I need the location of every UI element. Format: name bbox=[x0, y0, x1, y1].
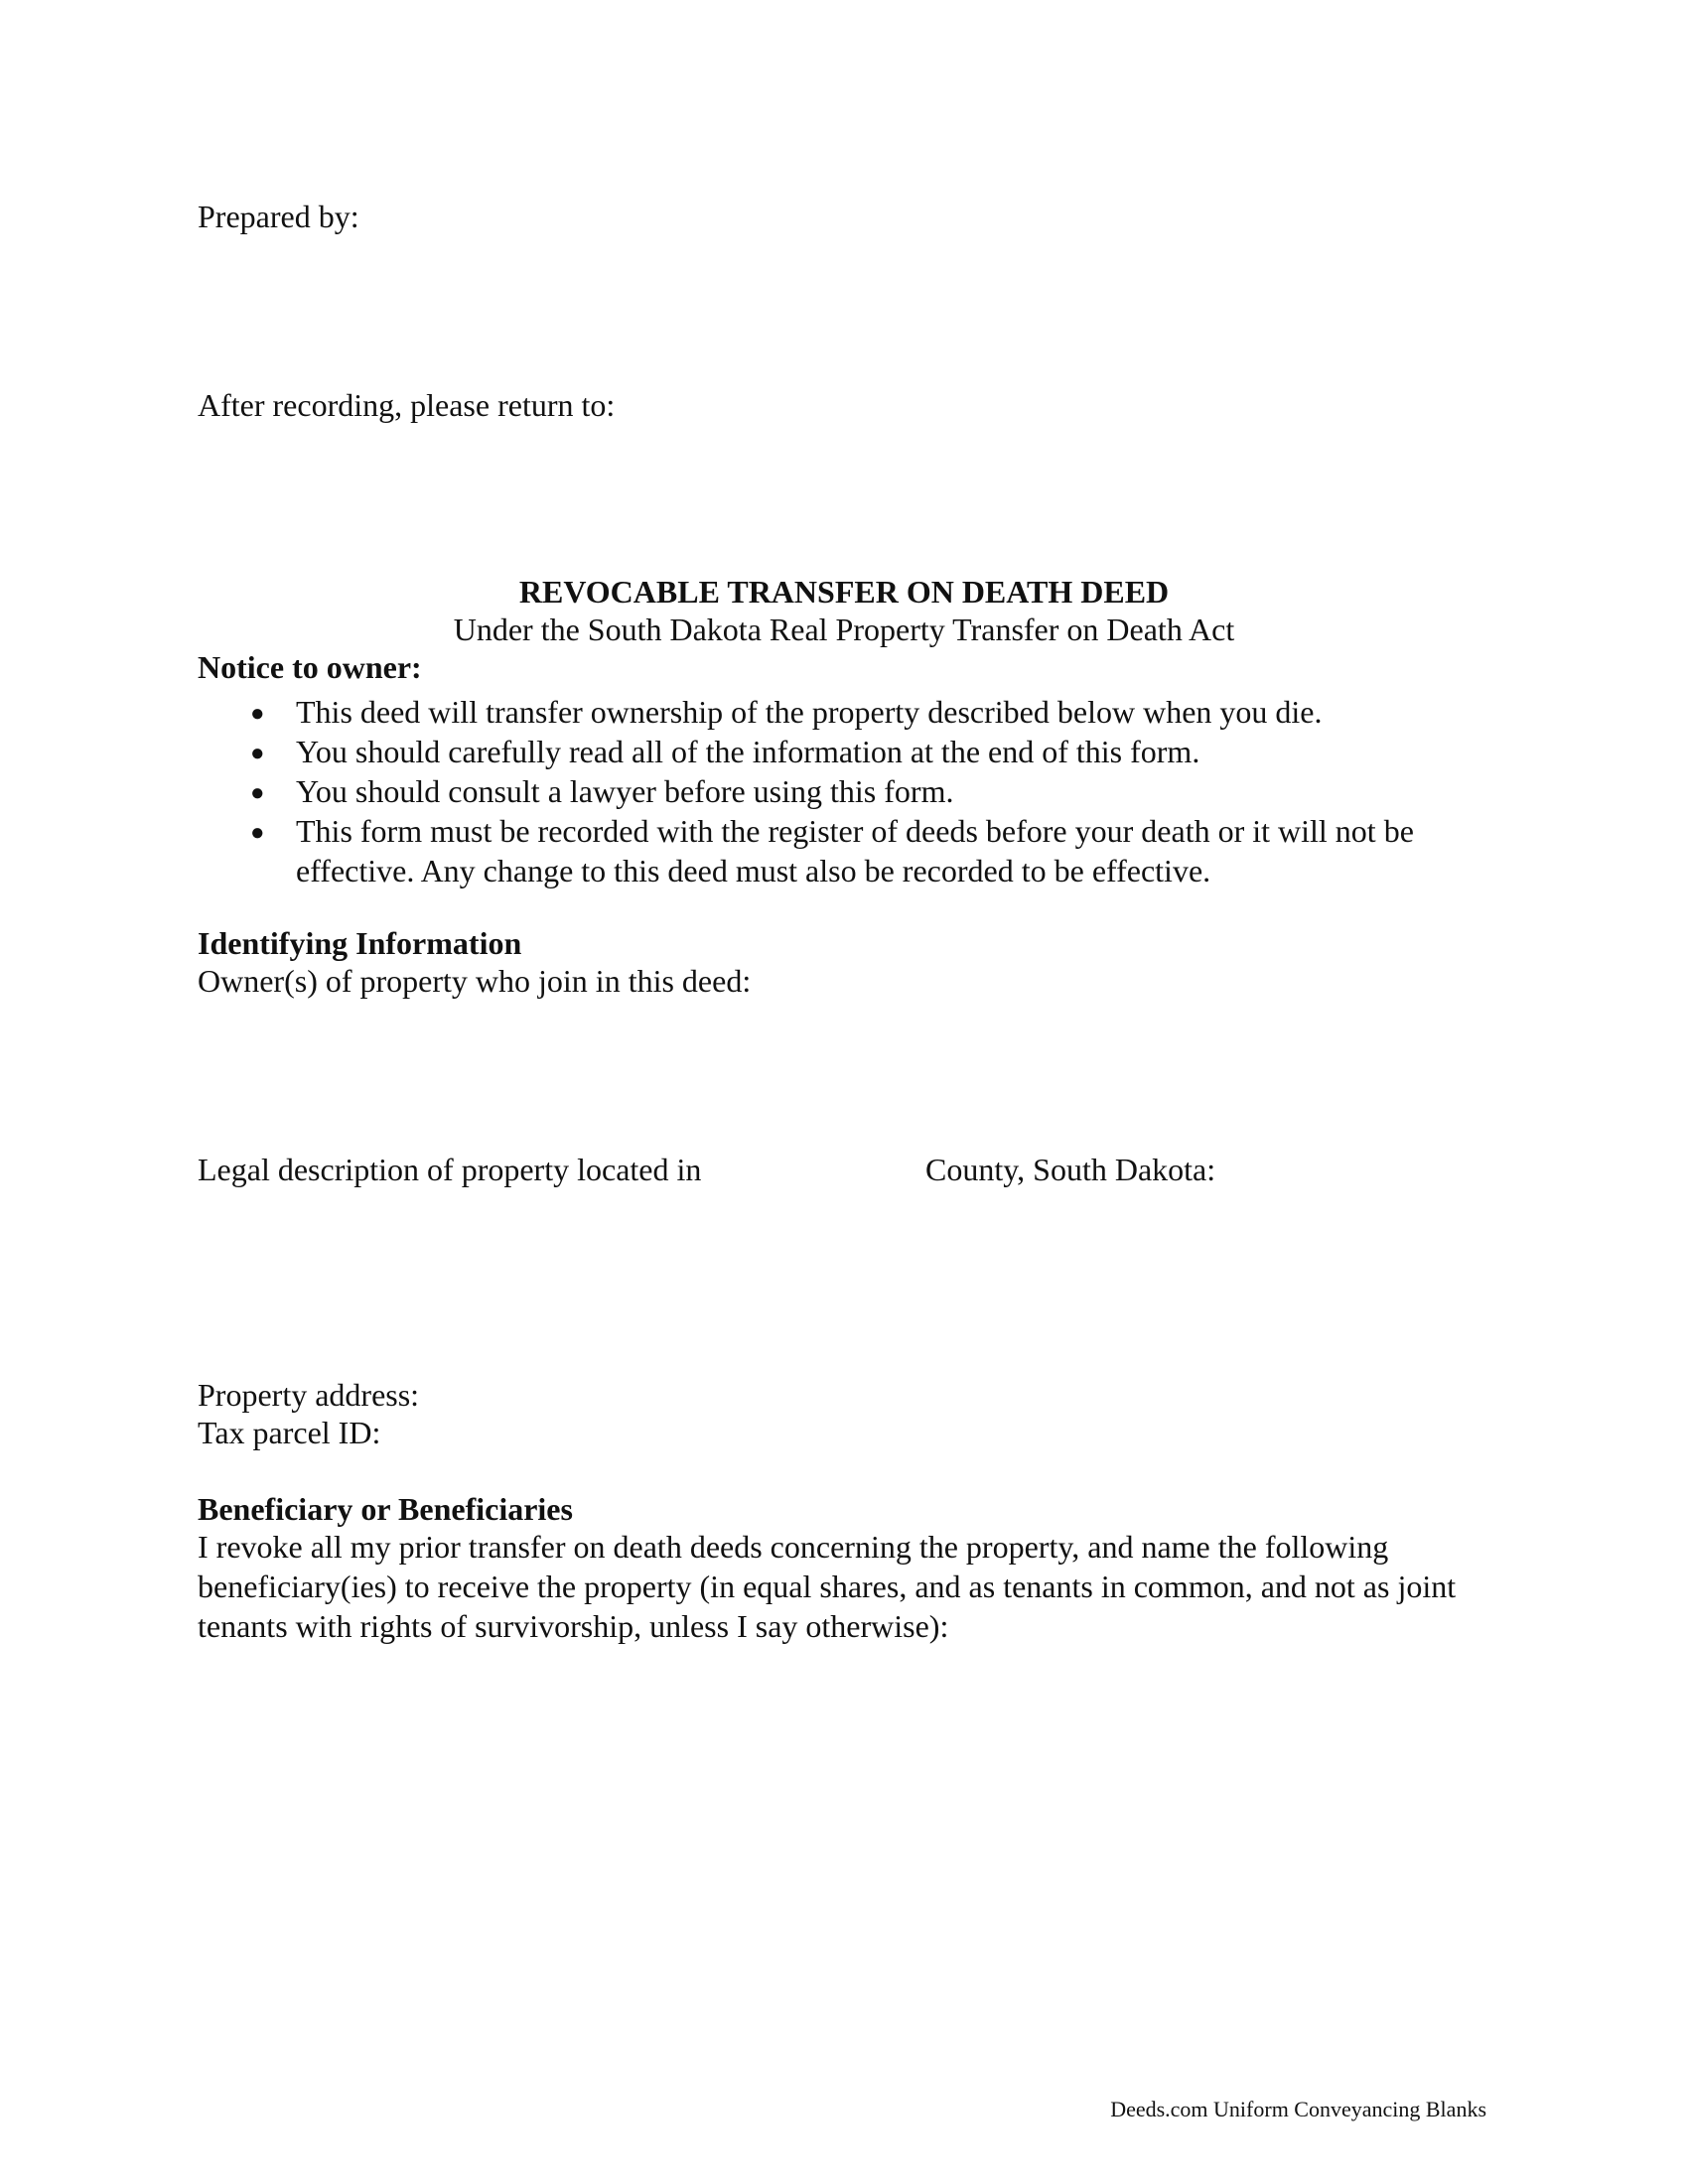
notice-heading: Notice to owner: bbox=[198, 649, 422, 685]
identifying-heading: Identifying Information bbox=[198, 925, 522, 961]
legal-description-label: Legal description of property located in bbox=[198, 1152, 702, 1187]
bullet-icon: ● bbox=[250, 820, 265, 846]
bullet-icon: ● bbox=[250, 701, 265, 727]
footer-text: Deeds.com Uniform Conveyancing Blanks bbox=[1110, 2097, 1486, 2121]
county-label: County, South Dakota: bbox=[925, 1152, 1216, 1187]
list-item bbox=[198, 732, 1488, 771]
list-item bbox=[198, 811, 1488, 890]
return-to-label: After recording, please return to: bbox=[198, 387, 616, 423]
beneficiaries-heading: Beneficiary or Beneficiaries bbox=[198, 1491, 573, 1527]
beneficiaries-text: I revoke all my prior transfer on death deeds concerning the property, and name the following beneficiary(ies) to receive the property (in equal shares, and as tenants in common, and not as joint tenants with rights of survivorship, unless I say otherwise): bbox=[198, 1529, 1457, 1644]
list-item bbox=[198, 692, 1488, 732]
bullet-icon: ● bbox=[250, 741, 265, 766]
document-title: REVOCABLE TRANSFER ON DEATH DEED bbox=[518, 574, 1170, 610]
property-address-label: Property address: bbox=[198, 1377, 420, 1413]
prepared-by-label: Prepared by: bbox=[198, 199, 359, 234]
document-subtitle: Under the South Dakota Real Property Transfer on Death Act bbox=[453, 612, 1235, 647]
notice-list bbox=[198, 692, 1488, 890]
notice-item-text: This deed will transfer ownership of the property described below when you die. bbox=[296, 694, 1323, 730]
notice-item-text: You should carefully read all of the information at the end of this form. bbox=[296, 734, 1200, 769]
notice-item-text: You should consult a lawyer before using this form. bbox=[296, 773, 954, 809]
owners-label: Owner(s) of property who join in this deed: bbox=[198, 963, 752, 999]
tax-parcel-label: Tax parcel ID: bbox=[198, 1415, 381, 1450]
bullet-icon: ● bbox=[250, 780, 265, 806]
list-item bbox=[198, 771, 1488, 811]
notice-item-text: This form must be recorded with the register of deeds before your death or it will not be effective. Any change to this deed must also be recorded to be effective. bbox=[296, 813, 1414, 888]
